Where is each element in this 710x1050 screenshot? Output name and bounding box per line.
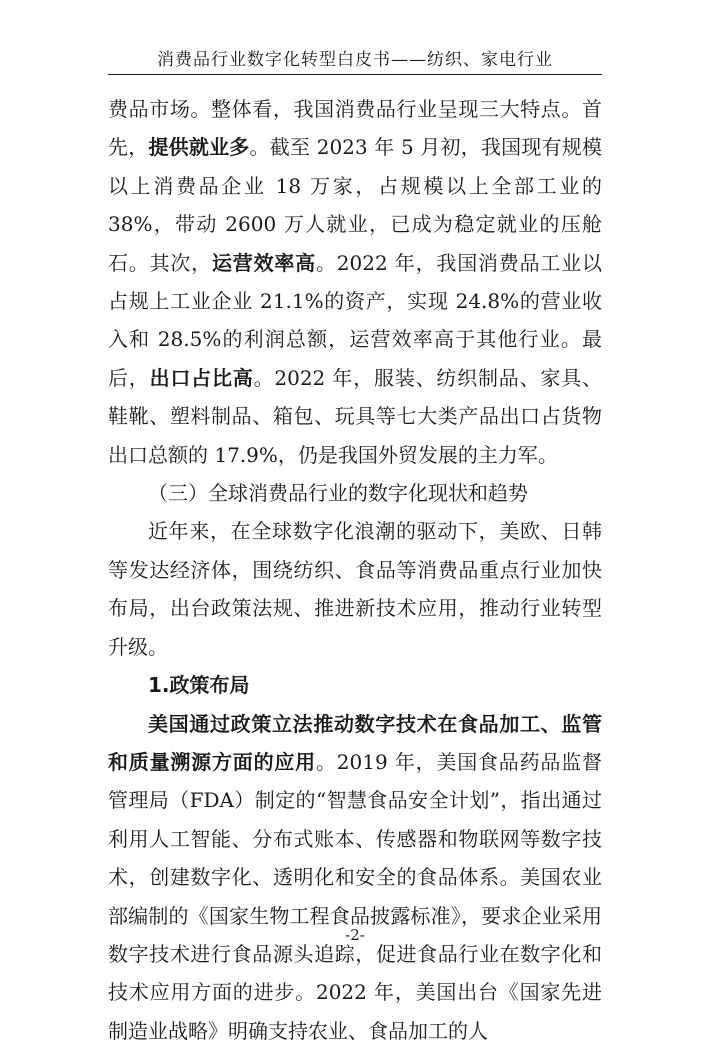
paragraph-us-policy <box>108 705 602 1050</box>
p3-text-1: 。2019 年，美国食品药品监督管理局（FDA）制定的“智慧食品安全计划”，指出通过利用人工智能、分布式账本、传感器和物联网等数字技术，创建数字化、透明化和安全的食品体系。美国农业部编制的《国家生物工程食品披露标准》，要求企业采用数字技术进行食品源头追踪，促进食品行业在数字化和技术应用方面的进步。2022 年，美国出台《国家先进制造业战略》明确支持农业、食品加工的人 <box>108 750 602 1043</box>
p1-bold-employment: 提供就业多 <box>148 135 249 159</box>
p1-text-2: 。截至 2023 年 5 月初，我国现有规模以上消费品企业 18 万家，占规模以上全部工业的 38%，带动 2600 万人就业，已成为稳定就业的压舱石。其次， <box>108 135 602 274</box>
section-heading-global-status: （三）全球消费品行业的数字化现状和趋势 <box>108 474 602 512</box>
header-rule <box>108 74 602 75</box>
subsection-heading-policy: 1.政策布局 <box>108 666 602 704</box>
p1-bold-export: 出口占比高 <box>150 366 254 390</box>
paragraph-global-trends: 近年来，在全球数字化浪潮的驱动下，美欧、日韩等发达经济体，围绕纺织、食品等消费品重点行业加快布局，出台政策法规、推进新技术应用，推动行业转型升级。 <box>108 512 602 666</box>
document-body <box>108 90 602 1050</box>
p3-bold-lead: 美国通过政策立法推动数字技术在食品加工、监管和质量溯源方面的应用 <box>108 712 602 774</box>
p1-text-1: 费品市场。整体看，我国消费品行业呈现三大特点。首先， <box>108 97 602 159</box>
p1-bold-efficiency: 运营效率高 <box>212 251 316 275</box>
running-header: 消费品行业数字化转型白皮书——纺织、家电行业 <box>108 50 602 70</box>
p1-text-3: 。2022 年，我国消费品工业以占规上工业企业 21.1%的资产，实现 24.8%的营业收入和 28.5%的利润总额，运营效率高于其他行业。最后， <box>108 251 602 390</box>
paragraph-consumer-features <box>108 90 602 474</box>
p1-text-4: 。2022 年，服装、纺织制品、家具、鞋靴、塑料制品、箱包、玩具等七大类产品出口占货物出口总额的 17.9%，仍是我国外贸发展的主力军。 <box>108 366 602 467</box>
page-number: -2- <box>0 926 710 944</box>
